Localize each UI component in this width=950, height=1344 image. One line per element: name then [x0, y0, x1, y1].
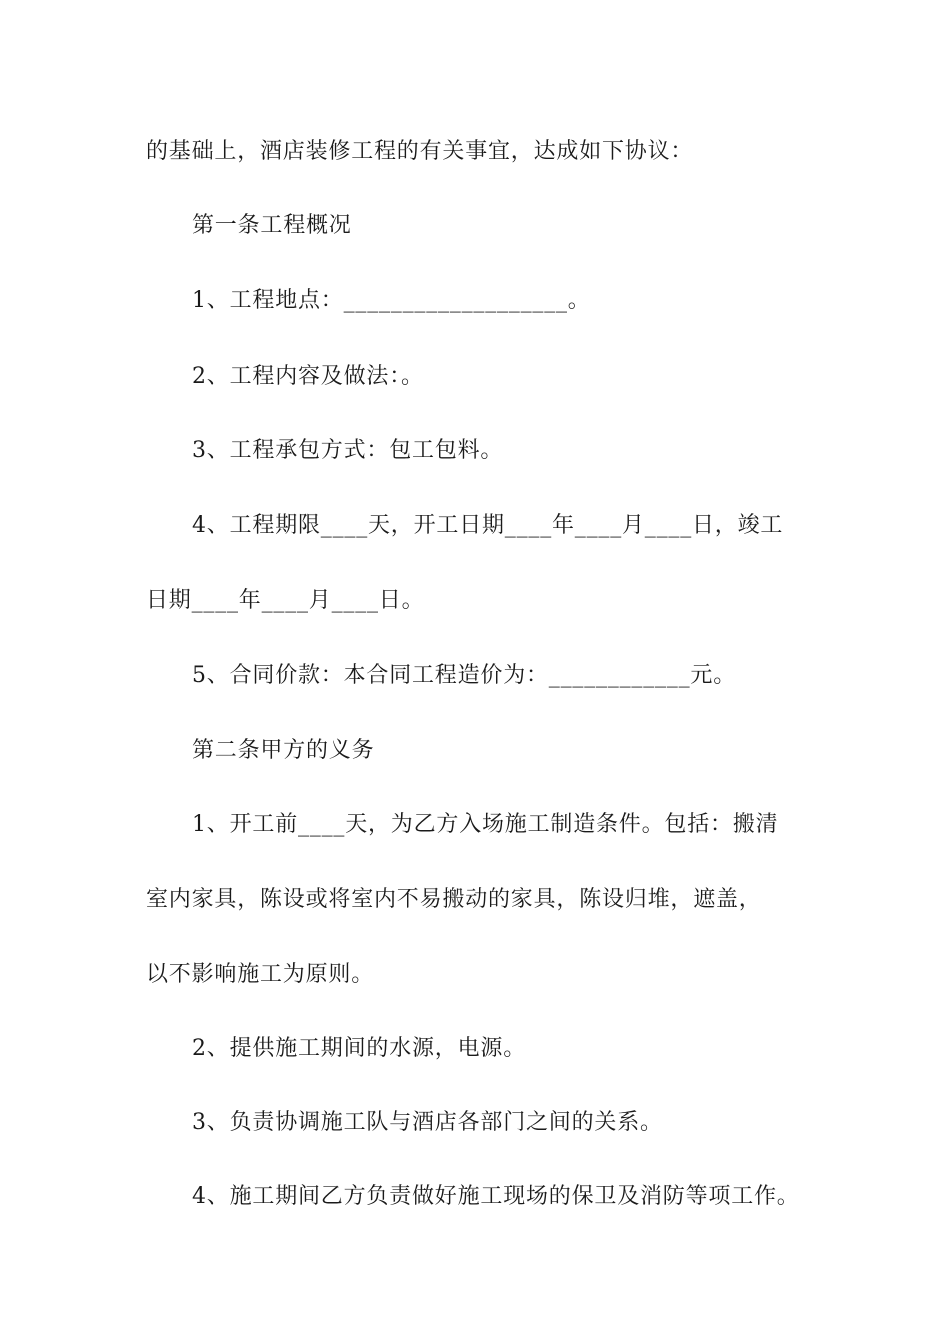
- item-project-duration-cont: 日期____年____月____日。: [146, 588, 425, 613]
- paragraph-intro: 的基础上，酒店装修工程的有关事宜，达成如下协议：: [146, 139, 694, 164]
- item-contract-price: 5、合同价款：本合同工程造价为：____________元。: [192, 663, 736, 688]
- item-contract-method: 3、工程承包方式：包工包料。: [192, 438, 504, 463]
- item-preparation-cont-1: 室内家具，陈设或将室内不易搬动的家具，陈设归堆，遮盖，: [146, 887, 762, 912]
- item-coordination: 3、负责协调施工队与酒店各部门之间的关系。: [192, 1110, 663, 1135]
- item-project-content: 2、工程内容及做法：。: [192, 364, 424, 389]
- item-project-location: 1、工程地点：___________________。: [192, 288, 591, 313]
- item-preparation-cont-2: 以不影响施工为原则。: [146, 962, 375, 987]
- item-security: 4、施工期间乙方负责做好施工现场的保卫及消防等项工作。: [192, 1184, 800, 1209]
- item-utilities: 2、提供施工期间的水源，电源。: [192, 1036, 526, 1061]
- item-project-duration: 4、工程期限____天，开工日期____年____月____日，竣工: [192, 513, 784, 538]
- heading-article-2: 第二条甲方的义务: [192, 738, 375, 763]
- heading-article-1: 第一条工程概况: [192, 213, 352, 238]
- item-preparation: 1、开工前____天，为乙方入场施工制造条件。包括：搬清: [192, 812, 779, 837]
